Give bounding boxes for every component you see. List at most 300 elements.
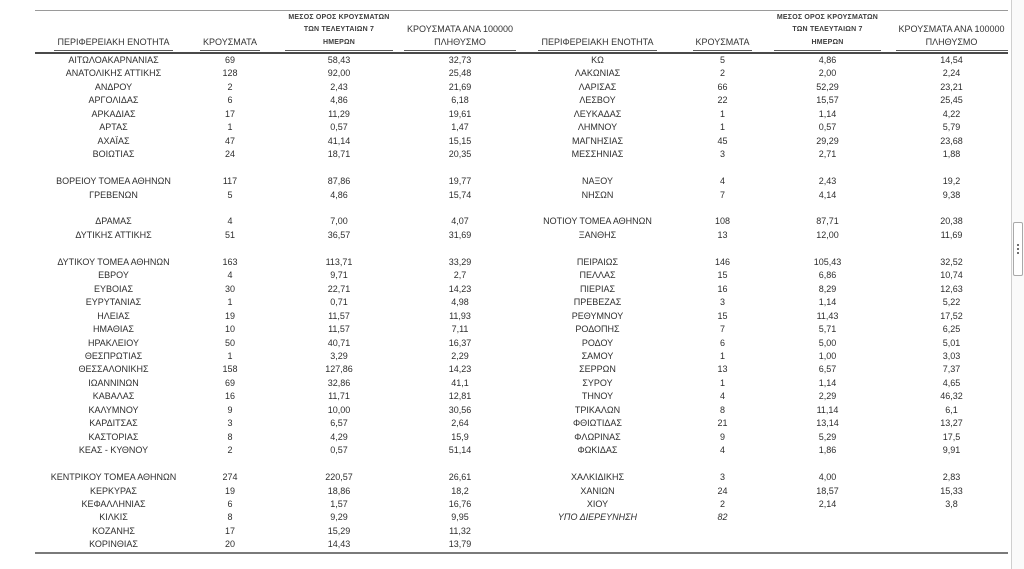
region-name-cell (35, 202, 192, 215)
value-cell: 23,21 (940, 81, 963, 92)
value-cell: 4,00 (818, 472, 837, 483)
value-cell: 24 (717, 485, 728, 496)
region-name-cell: ΒΟΡΕΙΟΥ ΤΟΜΕΑ ΑΘΗΝΩΝ (56, 176, 171, 187)
header-region-label: ΠΕΡΙΦΕΡΕΙΑΚΗ ΕΝΟΤΗΤΑ (538, 36, 656, 51)
value-cell: 2,29 (818, 391, 837, 402)
table-row-spacer (510, 242, 1008, 255)
value-cell: 6 (227, 95, 233, 106)
value-cell: 9 (719, 431, 725, 442)
region-name-cell: ΚΑΡΔΙΤΣΑΣ (89, 418, 138, 429)
header-avg7-label: ΜΕΣΟΣ ΟΡΟΣ ΚΡΟΥΣΜΑΤΩΝ ΤΩΝ ΤΕΛΕΥΤΑΙΩΝ 7 ΗΜΕΡΩΝ (285, 12, 392, 52)
value-cell: 146 (714, 256, 731, 267)
value-cell: 1,88 (942, 149, 961, 160)
value-cell: 50 (224, 337, 235, 348)
value-cell (760, 458, 895, 471)
right-table-body (510, 54, 1008, 554)
table-row (35, 498, 510, 511)
region-name-cell (35, 458, 192, 471)
region-name-cell (510, 525, 685, 538)
value-cell: 12,00 (816, 229, 839, 240)
value-cell: 4,86 (330, 189, 348, 200)
value-cell: 13 (717, 364, 728, 375)
value-cell: 92,00 (327, 68, 351, 79)
region-name-cell: ΘΕΣΣΑΛΟΝΙΚΗΣ (78, 364, 149, 375)
value-cell: 1,00 (818, 350, 837, 361)
value-cell: 16,37 (448, 337, 472, 348)
value-cell: 1 (719, 350, 725, 361)
region-name-cell: ΛΑΚΩΝΙΑΣ (574, 68, 621, 79)
table-row (35, 525, 510, 538)
table-row (510, 310, 1008, 323)
value-cell: 7 (719, 189, 725, 200)
table-row-spacer (35, 202, 510, 215)
table-row (35, 511, 510, 524)
region-name-cell (510, 202, 685, 215)
value-cell (268, 242, 410, 255)
table-row (510, 431, 1008, 444)
header-per100k-label: ΚΡΟΥΣΜΑΤΑ ΑΝΑ 100000 ΠΛΗΘΥΣΜΟ (896, 23, 1008, 51)
value-cell: 1,86 (818, 445, 837, 456)
value-cell: 33,29 (448, 256, 472, 267)
value-cell (685, 458, 760, 471)
value-cell: 3,29 (330, 350, 348, 361)
table-row (35, 310, 510, 323)
region-name-cell: ΣΑΜΟΥ (581, 350, 614, 361)
region-name-cell: ΚΕΦΑΛΛΗΝΙΑΣ (81, 498, 146, 509)
value-cell: 7 (719, 324, 725, 335)
table-row (35, 175, 510, 188)
value-cell: 19,61 (448, 108, 472, 119)
value-cell (268, 458, 410, 471)
value-cell: 2,14 (818, 498, 837, 509)
table-row (35, 296, 510, 309)
value-cell: 2 (719, 68, 725, 79)
value-cell: 4,86 (818, 55, 837, 65)
table-row (510, 363, 1008, 376)
header-avg7 (760, 11, 895, 52)
value-cell (192, 242, 268, 255)
table-row (35, 363, 510, 376)
region-name-cell: ΚΙΛΚΙΣ (99, 512, 128, 523)
value-cell: 8 (227, 431, 233, 442)
value-cell: 10 (224, 324, 235, 335)
value-cell (192, 458, 268, 471)
table-row (35, 108, 510, 121)
value-cell (760, 162, 895, 175)
value-cell: 3 (719, 472, 725, 483)
value-cell (268, 162, 410, 175)
value-cell: 15,15 (448, 135, 472, 146)
value-cell: 24 (224, 149, 235, 160)
value-cell: 21,69 (448, 81, 472, 92)
value-cell: 19 (224, 485, 235, 496)
value-cell: 13,14 (816, 418, 839, 429)
region-name-cell: ΕΒΡΟΥ (98, 270, 129, 281)
region-name-cell: ΔΥΤΙΚΟΥ ΤΟΜΕΑ ΑΘΗΝΩΝ (57, 256, 170, 267)
grip-dots-icon (1017, 248, 1019, 250)
region-name-cell: ΛΕΥΚΑΔΑΣ (573, 108, 622, 119)
region-name-cell: ΛΑΡΙΣΑΣ (578, 81, 617, 92)
value-cell: 11,29 (328, 108, 350, 119)
region-name-cell (35, 242, 192, 255)
region-name-cell: ΜΕΣΣΗΝΙΑΣ (571, 149, 624, 160)
value-cell: 36,57 (327, 229, 351, 240)
table-row (510, 215, 1008, 228)
value-cell: 21 (717, 418, 728, 429)
table-row (510, 189, 1008, 202)
header-per100k (407, 11, 513, 52)
region-name-cell: ΘΕΣΠΡΩΤΙΑΣ (84, 350, 143, 361)
table-row (510, 498, 1008, 511)
value-cell: 10,00 (327, 404, 351, 415)
value-cell: 0,57 (818, 122, 837, 133)
value-cell (760, 202, 895, 215)
value-cell: 4 (227, 216, 233, 227)
value-cell (685, 525, 760, 538)
value-cell: 0,57 (330, 445, 348, 456)
region-name-cell: ΤΡΙΚΑΛΩΝ (574, 404, 621, 415)
table-row (510, 485, 1008, 498)
region-name-cell: ΛΗΜΝΟΥ (577, 122, 618, 133)
value-cell: 47 (224, 135, 235, 146)
region-name-cell (510, 538, 685, 551)
value-cell: 7,37 (942, 364, 961, 375)
table-row (35, 94, 510, 107)
value-cell: 105,43 (813, 256, 842, 267)
region-name-cell: ΦΘΙΩΤΙΔΑΣ (573, 418, 622, 429)
left-table (35, 10, 513, 554)
value-cell: 18,2 (451, 485, 469, 496)
value-cell (760, 242, 895, 255)
region-name-cell: ΡΕΘΥΜΝΟΥ (571, 310, 624, 321)
table-row (35, 67, 510, 80)
value-cell: 4,29 (330, 431, 348, 442)
value-cell: 8,29 (818, 283, 837, 294)
value-cell: 82 (717, 512, 728, 523)
value-cell: 69 (224, 55, 235, 65)
table-row (510, 283, 1008, 296)
table-row (510, 390, 1008, 403)
value-cell: 52,29 (816, 81, 839, 92)
value-cell: 41,14 (327, 135, 351, 146)
value-cell: 17,52 (940, 310, 963, 321)
value-cell: 5 (719, 55, 725, 65)
value-cell: 14,23 (448, 283, 472, 294)
header-avg7-label: ΜΕΣΟΣ ΟΡΟΣ ΚΡΟΥΣΜΑΤΩΝ ΤΩΝ ΤΕΛΕΥΤΑΙΩΝ 7 ΗΜΕΡΩΝ (774, 12, 881, 52)
region-name-cell: ΔΡΑΜΑΣ (95, 216, 132, 227)
table-row-spacer (510, 202, 1008, 215)
region-name-cell: ΑΡΤΑΣ (99, 122, 128, 133)
value-cell (760, 511, 895, 524)
table-row (510, 296, 1008, 309)
header-cases (685, 11, 760, 52)
value-cell: 58,43 (327, 55, 351, 65)
value-cell: 5,29 (818, 431, 837, 442)
value-cell: 4,07 (451, 216, 469, 227)
value-cell: 158 (222, 364, 238, 375)
table-row (35, 81, 510, 94)
value-cell: 6,1 (945, 404, 958, 415)
region-name-cell: ΦΩΚΙΔΑΣ (577, 445, 618, 456)
value-cell: 13,79 (448, 539, 472, 550)
value-cell: 29,29 (816, 135, 839, 146)
value-cell: 3 (227, 418, 233, 429)
value-cell: 51 (224, 229, 235, 240)
value-cell: 22 (717, 95, 728, 106)
value-cell: 6 (719, 337, 725, 348)
region-name-cell: ΚΑΛΥΜΝΟΥ (88, 404, 139, 415)
value-cell: 113,71 (325, 256, 353, 267)
value-cell: 87,86 (327, 176, 351, 187)
region-name-cell: ΚΑΣΤΟΡΙΑΣ (88, 431, 139, 442)
table-row (35, 350, 510, 363)
left-table-body (35, 54, 510, 554)
value-cell (895, 458, 1008, 471)
region-name-cell: ΝΗΣΩΝ (581, 189, 614, 200)
region-name-cell: ΡΟΔΟΠΗΣ (575, 324, 620, 335)
value-cell: 20 (224, 539, 235, 550)
value-cell: 5,00 (818, 337, 837, 348)
table-row (510, 471, 1008, 484)
value-cell: 4,65 (942, 377, 961, 388)
value-cell: 2,00 (818, 68, 837, 79)
table-row (35, 229, 510, 242)
table-row (510, 269, 1008, 282)
region-name-cell: ΝΟΤΙΟΥ ΤΟΜΕΑ ΑΘΗΝΩΝ (543, 216, 652, 227)
value-cell: 2,83 (942, 472, 961, 483)
value-cell: 1 (719, 122, 725, 133)
table-row (35, 444, 510, 457)
value-cell: 69 (224, 377, 235, 388)
value-cell: 6,57 (818, 364, 837, 375)
value-cell: 11,57 (328, 324, 350, 335)
value-cell: 4 (227, 270, 233, 281)
table-row (510, 404, 1008, 417)
value-cell (192, 202, 268, 215)
value-cell: 25,48 (448, 68, 472, 79)
table-row (510, 337, 1008, 350)
table-row (35, 215, 510, 228)
value-cell: 12,63 (940, 283, 963, 294)
value-cell: 9,29 (330, 512, 348, 523)
value-cell: 11,57 (328, 310, 350, 321)
value-cell: 4,98 (451, 297, 469, 308)
value-cell: 45 (717, 135, 728, 146)
value-cell: 9 (227, 404, 233, 415)
region-name-cell: ΠΕΙΡΑΙΩΣ (576, 256, 619, 267)
region-name-cell: ΚΟΡΙΝΘΙΑΣ (89, 539, 138, 550)
region-name-cell: ΗΡΑΚΛΕΙΟΥ (87, 337, 140, 348)
value-cell: 3,03 (942, 350, 961, 361)
table-row (510, 148, 1008, 161)
value-cell: 6,18 (451, 95, 469, 106)
value-cell: 5,22 (942, 297, 961, 308)
value-cell: 1,14 (818, 297, 837, 308)
value-cell: 32,73 (448, 55, 472, 65)
table-row-spacer (35, 242, 510, 255)
value-cell: 16,76 (448, 498, 472, 509)
header-cases (192, 11, 268, 52)
value-cell: 1 (227, 297, 233, 308)
value-cell: 13 (717, 229, 728, 240)
value-cell: 46,32 (940, 391, 963, 402)
table-row-spacer (510, 538, 1008, 551)
value-cell (895, 202, 1008, 215)
value-cell (410, 202, 510, 215)
value-cell: 5 (227, 189, 233, 200)
region-name-cell: ΔΥΤΙΚΗΣ ΑΤΤΙΚΗΣ (75, 229, 152, 240)
value-cell: 15,29 (327, 525, 351, 536)
value-cell: 127,86 (325, 364, 353, 375)
table-row (35, 417, 510, 430)
header-per100k-label: ΚΡΟΥΣΜΑΤΑ ΑΝΑ 100000 ΠΛΗΘΥΣΜΟ (404, 23, 516, 51)
value-cell: 1,47 (451, 122, 469, 133)
value-cell: 15 (717, 270, 728, 281)
value-cell: 9,91 (942, 445, 961, 456)
table-row-spacer (35, 162, 510, 175)
header-region (510, 11, 685, 52)
region-name-cell: ΙΩΑΝΝΙΝΩΝ (88, 377, 139, 388)
value-cell: 2 (227, 81, 233, 92)
value-cell: 26,61 (448, 472, 472, 483)
value-cell: 25,45 (940, 95, 963, 106)
right-table (510, 10, 1008, 554)
region-name-cell: ΕΥΡΥΤΑΝΙΑΣ (85, 297, 142, 308)
value-cell: 14,23 (448, 364, 472, 375)
value-cell: 15,74 (448, 189, 472, 200)
value-cell (410, 242, 510, 255)
value-cell: 32,52 (940, 256, 963, 267)
value-cell: 3 (719, 149, 725, 160)
value-cell: 4,86 (330, 95, 348, 106)
table-row (35, 54, 510, 67)
value-cell: 19 (224, 310, 235, 321)
value-cell: 2,43 (330, 81, 348, 92)
table-row (510, 54, 1008, 67)
value-cell: 11,93 (449, 310, 471, 321)
value-cell: 108 (714, 216, 731, 227)
value-cell: 1 (227, 122, 233, 133)
table-row (35, 189, 510, 202)
value-cell (685, 242, 760, 255)
value-cell: 15 (717, 310, 728, 321)
header-cases-label: ΚΡΟΥΣΜΑΤΑ (693, 36, 753, 51)
value-cell: 7,11 (451, 324, 469, 335)
table-row (35, 485, 510, 498)
value-cell (685, 202, 760, 215)
region-name-cell: ΡΟΔΟΥ (581, 337, 614, 348)
table-row (510, 377, 1008, 390)
table-row (35, 269, 510, 282)
splitter-handle[interactable] (1013, 222, 1023, 276)
header-avg7 (268, 11, 410, 52)
table-row (510, 175, 1008, 188)
region-name-cell: ΚΕΑΣ - ΚΥΘΝΟΥ (78, 445, 149, 456)
value-cell: 66 (717, 81, 728, 92)
region-name-cell: ΞΑΝΘΗΣ (578, 229, 617, 240)
region-name-cell: ΦΛΩΡΙΝΑΣ (574, 431, 621, 442)
value-cell (895, 242, 1008, 255)
value-cell: 1 (719, 108, 725, 119)
value-cell: 6,25 (942, 324, 961, 335)
value-cell: 4,22 (942, 108, 961, 119)
value-cell: 20,35 (448, 149, 472, 160)
value-cell: 6 (227, 498, 233, 509)
value-cell: 23,68 (940, 135, 963, 146)
header-cases-label: ΚΡΟΥΣΜΑΤΑ (200, 36, 260, 51)
value-cell: 11,43 (816, 310, 839, 321)
value-cell: 2,43 (818, 176, 837, 187)
value-cell: 19,77 (448, 176, 472, 187)
value-cell: 2,29 (451, 350, 469, 361)
region-name-cell: ΠΙΕΡΙΑΣ (579, 283, 616, 294)
value-cell: 9,71 (330, 270, 348, 281)
region-name-cell: ΚΕΡΚΥΡΑΣ (90, 485, 137, 496)
region-name-cell: ΝΑΞΟΥ (581, 176, 614, 187)
table-row (35, 337, 510, 350)
value-cell: 16 (224, 391, 235, 402)
value-cell: 3,8 (945, 498, 958, 509)
region-name-cell: ΜΑΓΝΗΣΙΑΣ (571, 135, 624, 146)
value-cell: 117 (222, 176, 238, 187)
region-name-cell: ΠΡΕΒΕΖΑΣ (573, 297, 622, 308)
region-name-cell: ΤΗΝΟΥ (581, 391, 614, 402)
value-cell: 40,71 (327, 337, 351, 348)
value-cell: 1,14 (818, 377, 837, 388)
region-name-cell: ΚΕΝΤΡΙΚΟΥ ΤΟΜΕΑ ΑΘΗΝΩΝ (50, 472, 177, 483)
table-row-spacer (510, 458, 1008, 471)
value-cell: 41,1 (451, 377, 469, 388)
value-cell: 30,56 (448, 404, 472, 415)
value-cell (410, 458, 510, 471)
table-row (35, 256, 510, 269)
value-cell: 11,14 (816, 404, 839, 415)
value-cell: 1 (719, 377, 725, 388)
table-row (510, 81, 1008, 94)
value-cell: 128 (222, 68, 238, 79)
header-region (35, 11, 192, 52)
table-row (35, 323, 510, 336)
value-cell: 8 (227, 512, 233, 523)
table-row (510, 417, 1008, 430)
value-cell: 22,71 (327, 283, 351, 294)
value-cell (895, 162, 1008, 175)
value-cell: 5,71 (818, 324, 837, 335)
table-row (35, 121, 510, 134)
right-table-header (510, 10, 1008, 54)
value-cell (760, 538, 895, 551)
value-cell: 2,64 (451, 418, 469, 429)
value-cell: 1 (227, 350, 233, 361)
value-cell: 3 (719, 297, 725, 308)
value-cell: 163 (222, 256, 238, 267)
value-cell: 6,86 (818, 270, 837, 281)
value-cell: 19,2 (942, 176, 961, 187)
value-cell: 13,27 (940, 418, 963, 429)
value-cell (685, 538, 760, 551)
value-cell: 17,5 (942, 431, 961, 442)
region-name-cell: ΓΡΕΒΕΝΩΝ (89, 189, 138, 200)
table-row (510, 121, 1008, 134)
table-row (510, 229, 1008, 242)
value-cell: 2 (719, 498, 725, 509)
table-row-spacer (510, 162, 1008, 175)
region-name-cell (510, 242, 685, 255)
value-cell: 220,57 (325, 472, 353, 483)
value-cell (895, 525, 1008, 538)
value-cell (760, 525, 895, 538)
region-name-cell: ΑΧΑΪΑΣ (97, 135, 130, 146)
